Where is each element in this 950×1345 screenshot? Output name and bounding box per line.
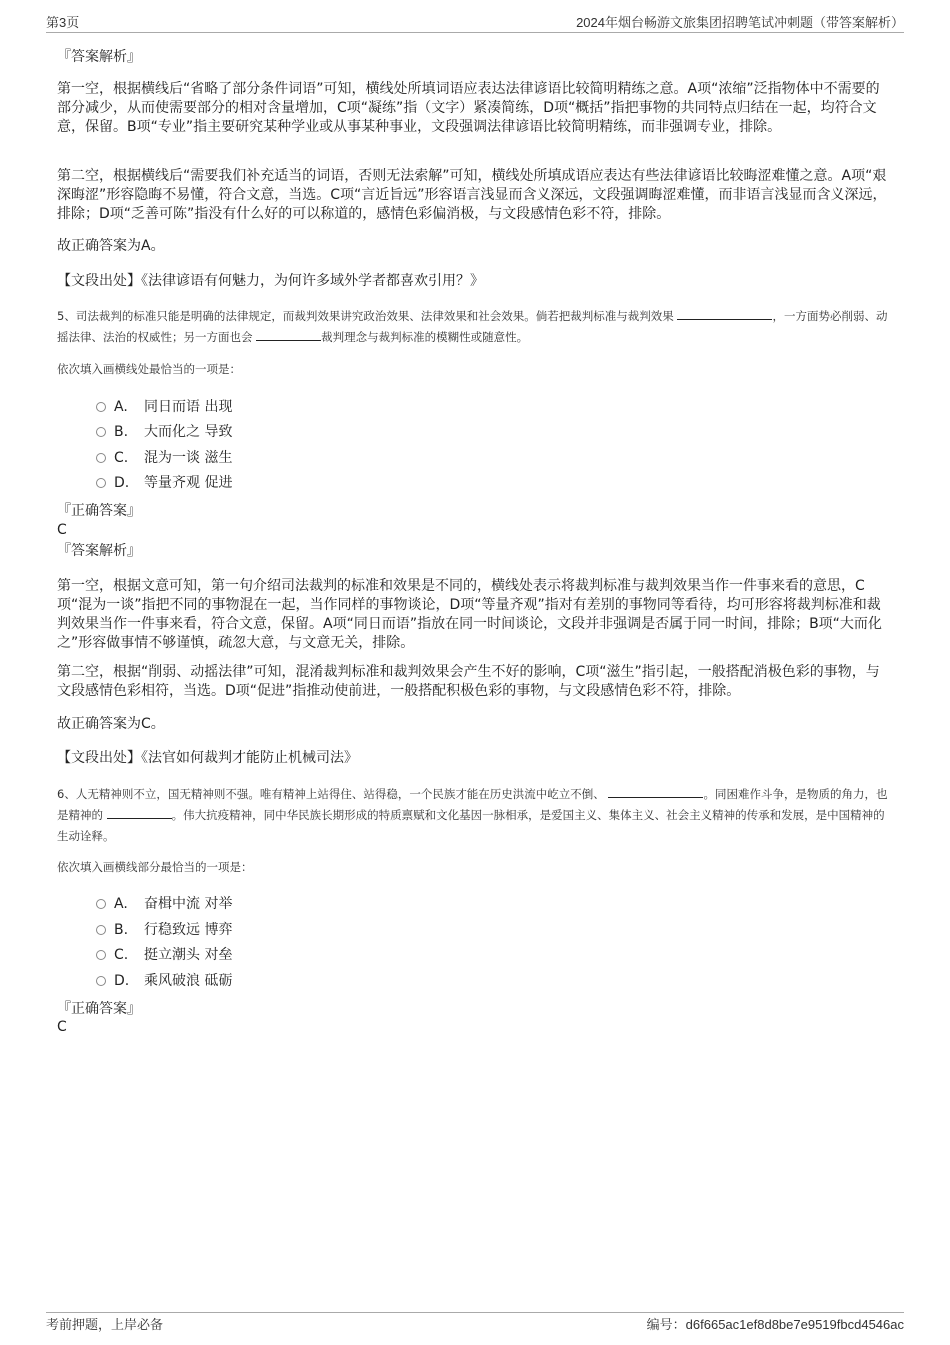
option-letter: A. xyxy=(114,399,128,415)
option-letter: D. xyxy=(114,973,130,989)
page-number: 第3页 xyxy=(46,15,80,30)
q6-stem-part: 6、人无精神则不立，国无精神则不强。唯有精神上站得住、站得稳，一个民族才能在历史洪流中屹立不倒、 xyxy=(57,787,605,801)
q5-source: 【文段出处】《法官如何裁判才能防止机械司法》 xyxy=(57,750,358,766)
q4-analysis-label: 『答案解析』 xyxy=(57,49,141,65)
blank-2 xyxy=(107,806,172,819)
blank-2 xyxy=(256,328,321,341)
radio-icon[interactable] xyxy=(96,925,106,935)
q6-answer: C xyxy=(57,1019,67,1035)
q5-analysis-para2: 第二空，根据“削弱、动摇法律”可知，混淆裁判标准和裁判效果会产生不好的影响，C项“滋生”指引起，一般搭配消极色彩的事物，与文段感情色彩相符，当选。D项“促进”指推动使前进，一般搭配积极色彩的事物，与文段感情色彩不符，排除。 xyxy=(57,664,880,699)
option-letter: D. xyxy=(114,475,130,491)
q5-analysis-label: 『答案解析』 xyxy=(57,543,141,559)
code-value: d6f665ac1ef8d8be7e9519fbcd4546ac xyxy=(685,1317,904,1332)
footer-slogan: 考前押题，上岸必备 xyxy=(46,1317,164,1332)
q5-answer: C xyxy=(57,522,67,538)
q6-answer-label: 『正确答案』 xyxy=(57,1001,141,1017)
footer-code xyxy=(647,1314,904,1333)
option-text: 混为一谈 滋生 xyxy=(144,450,233,466)
q6-stem-part: 。同困难作斗争，是物质的角力，也是精神的 xyxy=(57,787,888,822)
radio-icon[interactable] xyxy=(96,899,106,909)
q6-option-a[interactable] xyxy=(96,894,232,914)
option-text: 挺立潮头 对垒 xyxy=(144,947,233,963)
q5-option-b[interactable] xyxy=(96,422,232,442)
option-text: 奋楫中流 对举 xyxy=(144,896,233,912)
q4-source: 【文段出处】《法律谚语有何魅力，为何许多域外学者都喜欢引用？》 xyxy=(57,273,484,289)
q5-option-c[interactable] xyxy=(96,448,232,468)
option-letter: A. xyxy=(114,896,128,912)
document-title: 2024年烟台畅游文旅集团招聘笔试冲刺题（带答案解析） xyxy=(576,15,904,30)
option-text: 同日而语 出现 xyxy=(144,399,233,415)
q5-conclusion: 故正确答案为C。 xyxy=(57,716,165,732)
q4-analysis-para2: 第二空，根据横线后“需要我们补充适当的词语，否则无法索解”可知，横线处所填成语应表达有些法律谚语比较晦涩难懂之意。A项“艰深晦涩”形容隐晦不易懂，符合文意，当选。C项“言近旨远”形容语言浅显而含义深远，文段强调晦涩难懂，而非语言浅显而含义深远，排除；D项“乏善可陈”指没有什么好的可以称道的，感情色彩偏消极，与文段感情色彩不符，排除。 xyxy=(57,168,887,222)
option-text: 等量齐观 促进 xyxy=(144,475,233,491)
q5-stem-part: 5、司法裁判的标准只能是明确的法律规定，而裁判效果讲究政治效果、法律效果和社会效果。倘若把裁判标准与裁判效果 xyxy=(57,309,674,323)
option-letter: B. xyxy=(114,424,129,440)
radio-icon[interactable] xyxy=(96,402,106,412)
blank-1 xyxy=(608,785,703,798)
radio-icon[interactable] xyxy=(96,950,106,960)
option-letter: B. xyxy=(114,922,129,938)
q5-prompt: 依次填入画横线处最恰当的一项是： xyxy=(57,362,241,376)
option-text: 乘风破浪 砥砺 xyxy=(144,973,233,989)
q5-stem-part: ，一方面势必削弱、动摇法律、法治的权威性；另一方面也会 xyxy=(57,309,888,344)
blank-1 xyxy=(677,307,772,320)
q5-option-a[interactable] xyxy=(96,397,232,417)
footer-divider xyxy=(46,1312,904,1313)
option-letter: C. xyxy=(114,947,129,963)
radio-icon[interactable] xyxy=(96,976,106,986)
q5-option-d[interactable] xyxy=(96,473,232,493)
option-text: 大而化之 导致 xyxy=(144,424,233,440)
q6-option-c[interactable] xyxy=(96,945,232,965)
radio-icon[interactable] xyxy=(96,478,106,488)
q5-stem-part: 裁判理念与裁判标准的模糊性或随意性。 xyxy=(321,330,529,344)
q6-stem xyxy=(57,784,889,847)
radio-icon[interactable] xyxy=(96,453,106,463)
option-letter: C. xyxy=(114,450,129,466)
radio-icon[interactable] xyxy=(96,427,106,437)
option-text: 行稳致远 博弈 xyxy=(144,922,233,938)
code-label: 编号： xyxy=(646,1317,686,1332)
q5-analysis-para1: 第一空，根据文意可知，第一句介绍司法裁判的标准和效果是不同的，横线处表示将裁判标准与裁判效果当作一件事来看的意思，C项“混为一谈”指把不同的事物混在一起，当作同样的事物谈论，D项“等量齐观”指对有差别的事物同等看待，均可形容将裁判标准和裁判效果当作一件事来看，符合文意，保留。A项“同日而语”指放在同一时间谈论，文段并非强调是否属于同一时间，排除；B项“大而化之”形容做事情不够谨慎，疏忽大意，与文意无关，排除。 xyxy=(57,578,882,651)
q5-stem xyxy=(57,306,889,348)
q4-analysis-para1: 第一空，根据横线后“省略了部分条件词语”可知，横线处所填词语应表达法律谚语比较简明精练之意。A项“浓缩”泛指物体中不需要的部分减少，从而使需要部分的相对含量增加，C项“凝练”指（文字）紧凑简练，D项“概括”指把事物的共同特点归结在一起，均符合文意，保留。B项“专业”指主要研究某种学业或从事某种事业，文段强调法律谚语比较简明精练，而非强调专业，排除。 xyxy=(57,81,880,135)
q6-stem-part: 。伟大抗疫精神，同中华民族长期形成的特质禀赋和文化基因一脉相承，是爱国主义、集体主义、社会主义精神的传承和发展，是中国精神的生动诠释。 xyxy=(57,808,885,843)
q6-option-d[interactable] xyxy=(96,971,232,991)
q6-prompt: 依次填入画横线部分最恰当的一项是： xyxy=(57,860,253,874)
header-divider xyxy=(46,32,904,33)
q6-option-b[interactable] xyxy=(96,920,232,940)
q4-conclusion: 故正确答案为A。 xyxy=(57,238,165,254)
q5-answer-label: 『正确答案』 xyxy=(57,503,141,519)
